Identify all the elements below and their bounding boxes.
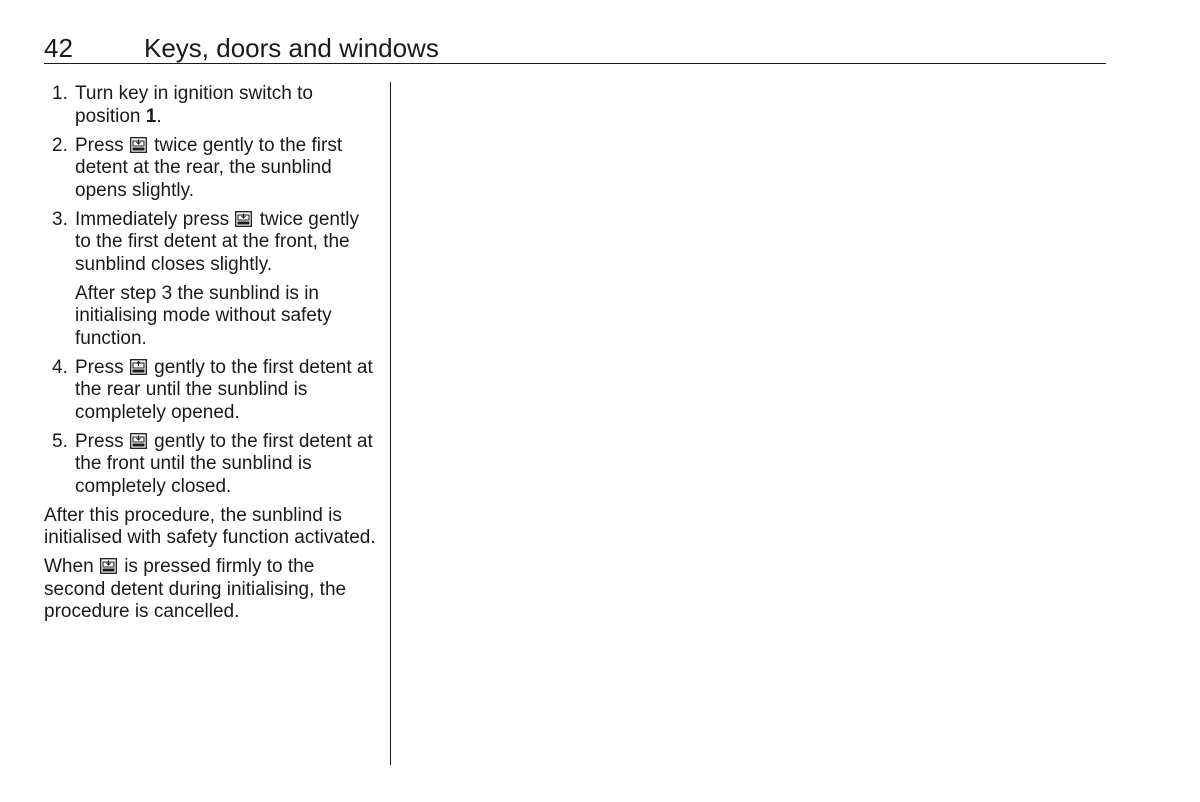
list-item [44, 357, 379, 425]
list-item [44, 431, 379, 499]
step-number: 4. [52, 356, 68, 378]
step-number: 5. [52, 430, 68, 452]
section-title: Keys, doors and windows [144, 33, 439, 63]
step-number: 2. [52, 134, 68, 156]
column-divider [390, 82, 391, 765]
sunblind-switch-icon [235, 211, 252, 227]
page-number: 42 [44, 33, 73, 63]
sunblind-switch-icon [130, 433, 147, 449]
page-header [44, 32, 1106, 64]
paragraph [44, 556, 379, 624]
step-text: twice gently to the first detent at the front, the sunblind closes slightly. [75, 208, 360, 275]
paragraph-text: is pressed firmly to the second detent during initialising, the procedure is cancelled. [44, 556, 347, 622]
list-item [44, 135, 379, 203]
sunblind-switch-icon [130, 137, 147, 153]
step-text: Press [75, 356, 124, 378]
step-text: Turn key in ignition switch to position [75, 83, 313, 127]
list-item [44, 83, 379, 128]
paragraph-text: When [44, 556, 94, 577]
step-text: Immediately press [75, 208, 230, 230]
step-text: Press [75, 134, 124, 156]
paragraph: After this procedure, the sunblind is initialised with safety function activated. [44, 504, 376, 548]
sunblind-switch-icon [100, 558, 117, 574]
position-number: 1 [145, 105, 157, 127]
step-text: Press [75, 430, 124, 452]
step-note: After step 3 the sunblind is in initialising mode without safety function. [75, 282, 332, 349]
left-column [44, 83, 379, 630]
step-text: gently to the first detent at the front until the sunblind is completely closed. [75, 430, 373, 497]
list-item [44, 209, 379, 277]
header-rule [44, 63, 1106, 64]
step-text: twice gently to the first detent at the rear, the sunblind opens slightly. [75, 134, 343, 201]
step-text: gently to the first detent at the rear until the sunblind is completely opened. [75, 356, 373, 423]
step-number: 3. [52, 208, 68, 230]
sunblind-switch-icon [130, 359, 147, 375]
step-number: 1. [52, 83, 68, 104]
step-text: . [156, 105, 162, 127]
